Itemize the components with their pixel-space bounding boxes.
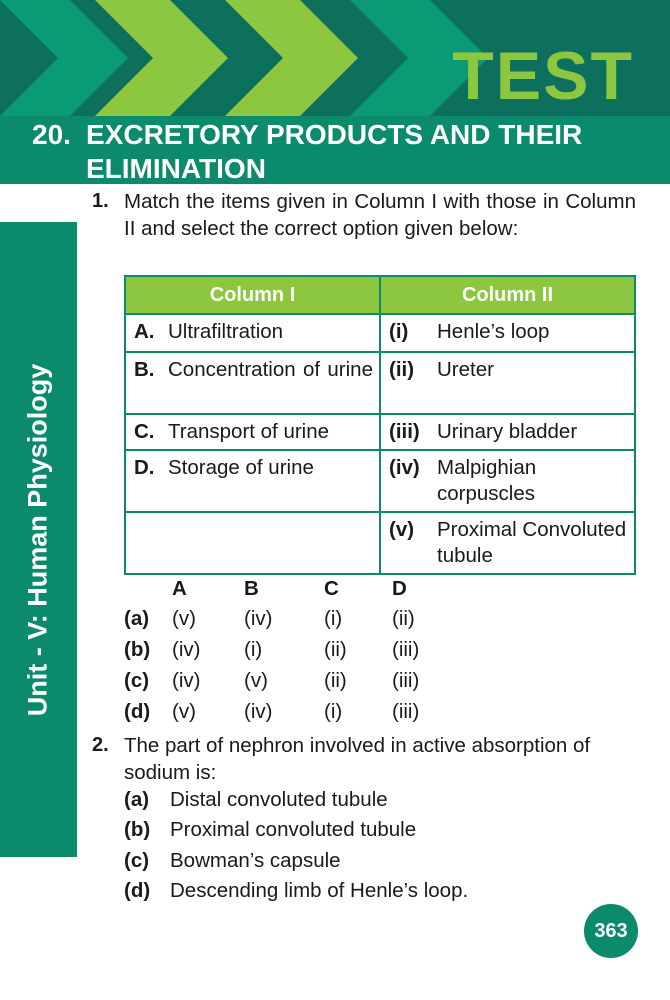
row-item: Transport of urine (168, 420, 330, 443)
option-value: (i) (324, 607, 343, 630)
option-label: (a) (124, 607, 150, 630)
option-value: (iv) (172, 669, 201, 692)
row-item: Ureter (437, 358, 494, 381)
chapter-title-line2: ELIMINATION (86, 153, 266, 184)
column-2-header: Column II (380, 276, 635, 314)
chapter-title (32, 118, 652, 186)
row-item: Urinary bladder (437, 420, 578, 443)
row-label: (iv) (389, 456, 420, 479)
options-header-c: C (324, 577, 339, 600)
table-row (125, 352, 635, 414)
options-header-a: A (172, 577, 187, 600)
option-value: (ii) (324, 669, 347, 692)
option-text: Bowman’s capsule (170, 849, 341, 872)
q2-text: The part of nephron involved in active absorption of sodium is: (124, 734, 591, 784)
chapter-title-line1: EXCRETORY PRODUCTS AND THEIR (86, 119, 583, 150)
row-label: (v) (389, 518, 415, 541)
option-value: (iv) (172, 638, 201, 661)
table-row (125, 512, 635, 574)
q2-option-c[interactable] (124, 848, 341, 874)
option-value: (iii) (392, 669, 420, 692)
row-item: Henle’s loop (437, 320, 550, 343)
option-label: (b) (124, 638, 151, 661)
option-label: (b) (124, 818, 151, 841)
option-value: (iii) (392, 700, 420, 723)
table-row (125, 414, 635, 450)
option-value: (i) (244, 638, 263, 661)
row-label: B. (134, 358, 155, 381)
q2-option-d[interactable] (124, 878, 468, 904)
row-label: D. (134, 456, 155, 479)
row-label: A. (134, 320, 155, 343)
option-value: (v) (172, 607, 196, 630)
row-label: (iii) (389, 420, 420, 443)
unit-label: Unit - V: Human Physiology (22, 363, 53, 717)
option-text: Distal convoluted tubule (170, 788, 388, 811)
match-table (124, 275, 636, 575)
option-value: (v) (172, 700, 196, 723)
option-value: (iv) (244, 607, 273, 630)
option-value: (ii) (392, 607, 415, 630)
option-label: (d) (124, 879, 151, 902)
column-1-header: Column I (125, 276, 380, 314)
row-label: C. (134, 420, 155, 443)
option-text: Proximal convoluted tubule (170, 818, 417, 841)
row-item: Storage of urine (168, 456, 314, 479)
test-label: TEST (452, 38, 634, 114)
row-label: (i) (389, 320, 409, 343)
options-header-b: B (244, 577, 259, 600)
row-item: Ultrafiltration (168, 320, 284, 343)
table-header-row (125, 276, 635, 314)
option-value: (iv) (244, 700, 273, 723)
option-value: (ii) (324, 638, 347, 661)
row-item: Malpighian corpuscles (437, 456, 537, 505)
q1-text: Match the items given in Column I with those in Column II and select the correct option given below: (124, 190, 636, 240)
option-value: (i) (324, 700, 343, 723)
option-value: (iii) (392, 638, 420, 661)
q2-number: 2. (92, 734, 109, 756)
option-label: (a) (124, 788, 150, 811)
header-banner (0, 0, 670, 116)
q2-option-b[interactable] (124, 817, 416, 843)
option-value: (v) (244, 669, 268, 692)
chapter-number: 20. (32, 119, 71, 150)
option-label: (c) (124, 849, 150, 872)
option-text: Descending limb of Henle’s loop. (170, 879, 469, 902)
table-row (125, 450, 635, 512)
option-label: (d) (124, 700, 151, 723)
q2-option-a[interactable] (124, 787, 388, 813)
options-header-d: D (392, 577, 407, 600)
option-label: (c) (124, 669, 150, 692)
q1-number: 1. (92, 190, 109, 212)
row-label: (ii) (389, 358, 415, 381)
page-number-badge: 363 (584, 904, 638, 958)
table-row (125, 314, 635, 352)
row-item: Concentration of urine (168, 358, 373, 381)
row-item: Proximal Convoluted tubule (437, 518, 627, 567)
